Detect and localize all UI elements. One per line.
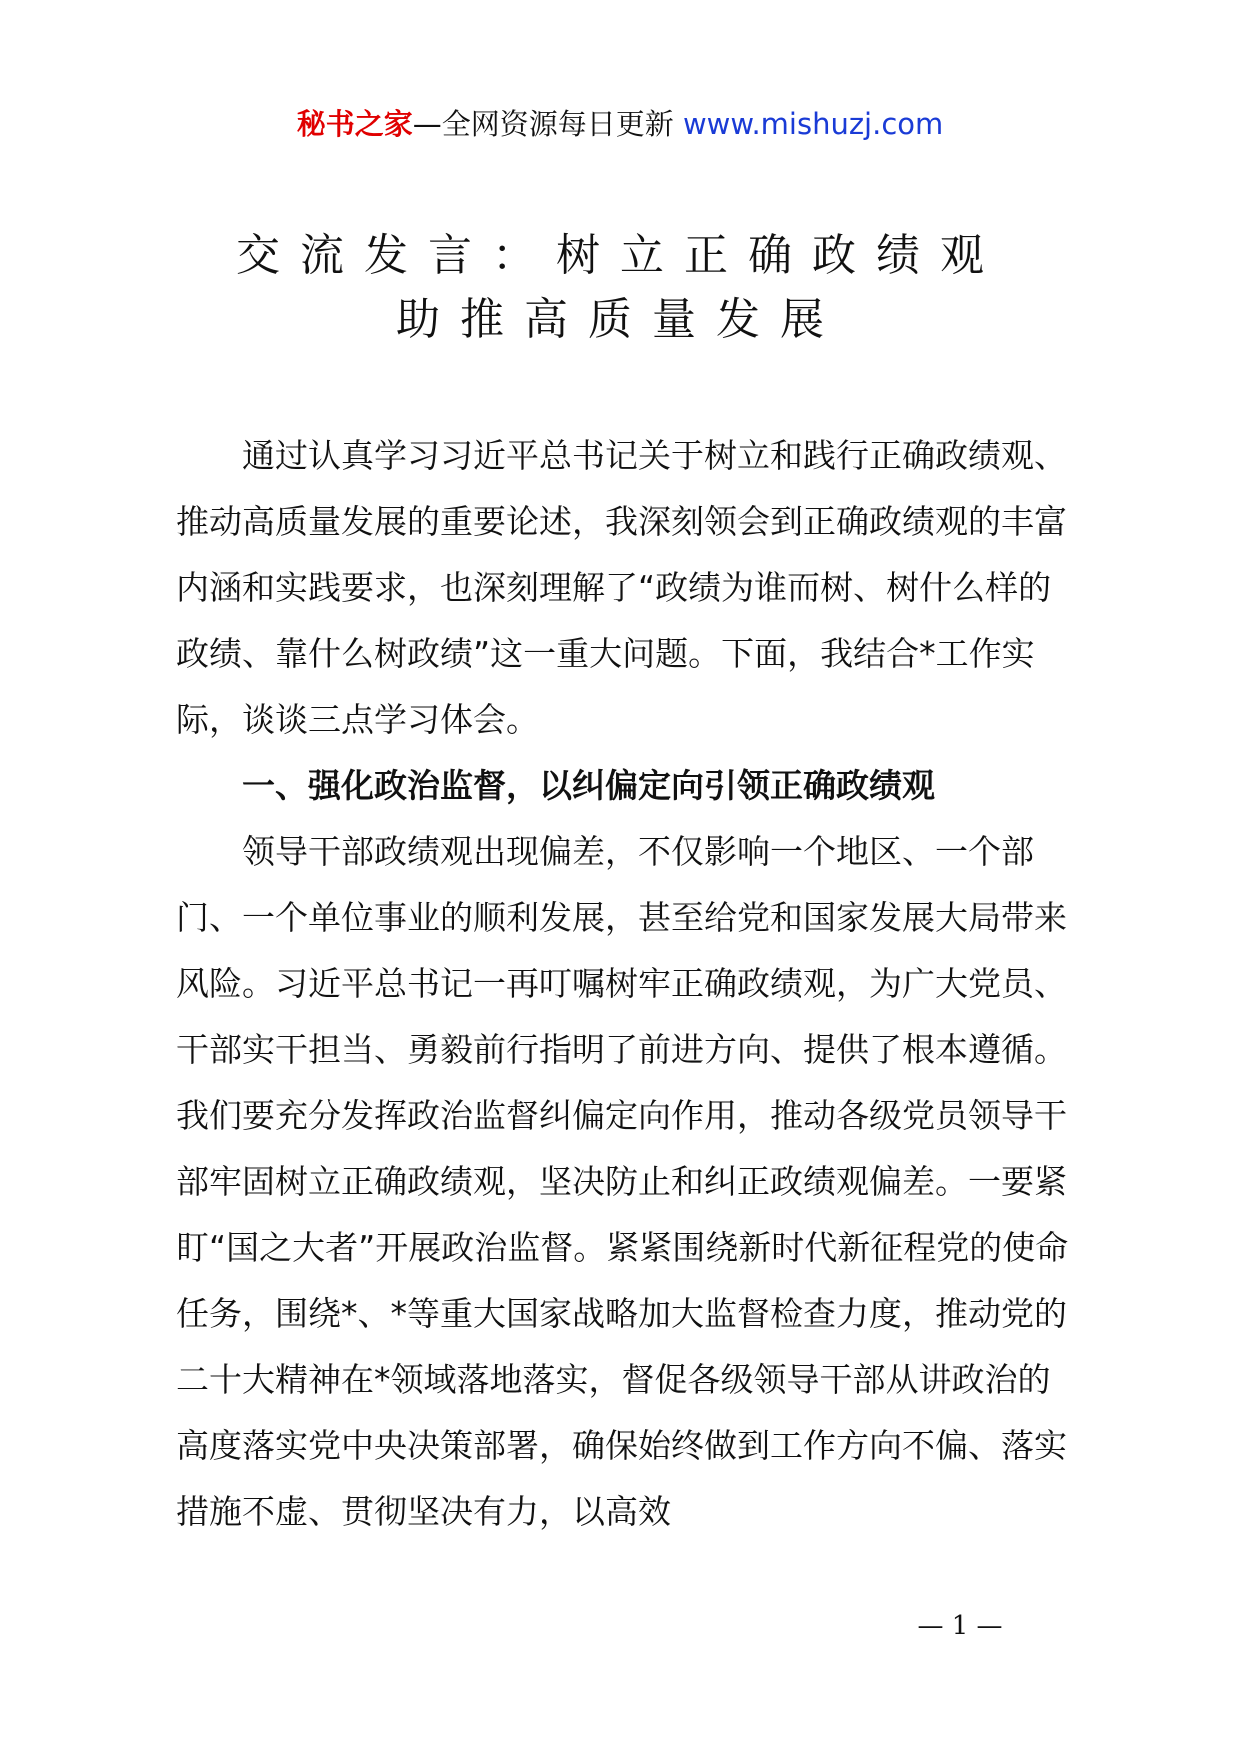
site-url-link[interactable]: www.mishuzj.com xyxy=(682,107,944,141)
site-header xyxy=(0,104,1240,144)
document-title-line-2: 助推高质量发展 xyxy=(396,294,844,345)
section-heading: 一、强化政治监督，以纠偏定向引领正确政绩观 xyxy=(242,766,935,805)
document-body xyxy=(176,423,1078,1545)
site-tagline: —全网资源每日更新 xyxy=(412,107,683,141)
body-paragraph: 领导干部政绩观出现偏差，不仅影响一个地区、一个部门、一个单位事业的顺利发展，甚至给党和国家发展大局带来风险。习近平总书记一再叮嘱树牢正确政绩观，为广大党员、干部实干担当、勇毅前行指明了前进方向、提供了根本遵循。我们要充分发挥政治监督纠偏定向作用，推动各级党员领导干部牢固树立正确政绩观，坚决防止和纠正政绩观偏差。一要紧盯“国之大者”开展政治监督。紧紧围绕新时代新征程党的使命任务，围绕*、*等重大国家战略加大监督检查力度，推动党的二十大精神在*领域落地落实，督促各级领导干部从讲政治的高度落实党中央决策部署，确保始终做到工作方向不偏、落实措施不虚、贯彻坚决有力，以高效 xyxy=(176,832,1069,1531)
site-brand: 秘书之家 xyxy=(296,107,413,141)
body-paragraph: 通过认真学习习近平总书记关于树立和践行正确政绩观、推动高质量发展的重要论述，我深刻领会到正确政绩观的丰富内涵和实践要求，也深刻理解了“政绩为谁而树、树什么样的政绩、靠什么树政绩”这一重大问题。下面，我结合*工作实际，谈谈三点学习体会。 xyxy=(176,436,1067,739)
document-title-line-1: 交流发言：树立正确政绩观 xyxy=(236,230,1004,281)
page-number: — 1 — xyxy=(917,1611,1003,1641)
